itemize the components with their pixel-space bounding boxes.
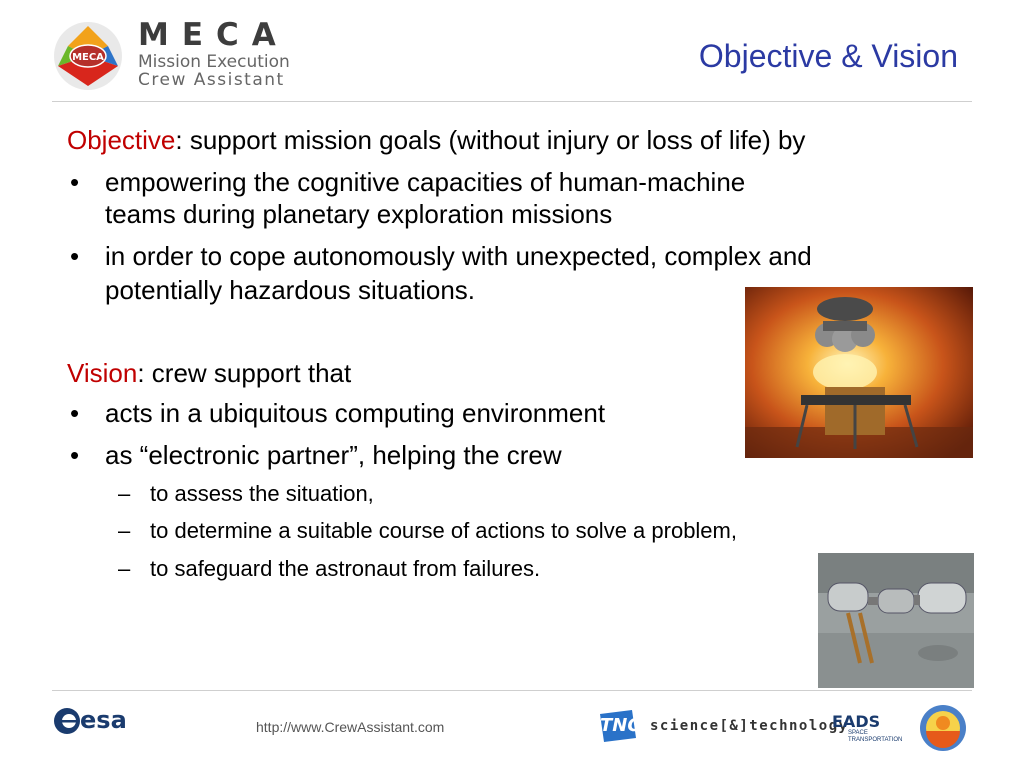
vision-sub-bullet-3: to safeguard the astronaut from failures. bbox=[150, 556, 541, 581]
objective-text: : support mission goals (without injury or loss of life) by bbox=[175, 125, 806, 155]
eads-sub-line-2: TRANSPORTATION bbox=[848, 737, 903, 743]
logo-title: MECA bbox=[138, 17, 289, 53]
objective-bullet-1-line-2: teams during planetary exploration missions bbox=[105, 199, 613, 229]
vision-heading bbox=[67, 357, 351, 389]
logo-badge-text: MECA bbox=[72, 52, 104, 63]
eads-sub-line-1: SPACE bbox=[848, 730, 868, 736]
vision-sub-bullet-1: to assess the situation, bbox=[150, 481, 374, 506]
objective-heading bbox=[67, 124, 805, 156]
bullet-marker: • bbox=[70, 440, 80, 470]
logo-wordmark bbox=[138, 17, 290, 90]
tno-logo-text: TNO bbox=[600, 715, 643, 736]
objective-bullet-2-line-2: potentially hazardous situations. bbox=[105, 275, 476, 305]
dash-marker: – bbox=[118, 556, 131, 581]
header-divider bbox=[52, 101, 972, 102]
dash-marker: – bbox=[118, 518, 131, 543]
slide-title: Objective & Vision bbox=[698, 38, 958, 74]
eads-logo-subtitle bbox=[848, 730, 902, 744]
vision-text: : crew support that bbox=[137, 358, 352, 388]
bullet-marker: • bbox=[70, 167, 80, 197]
partner-emblem-icon bbox=[918, 703, 968, 753]
vision-bullet-1: acts in a ubiquitous computing environment bbox=[105, 398, 606, 428]
logo-subtitle-1: Mission Execution bbox=[138, 52, 290, 72]
dash-marker: – bbox=[118, 481, 131, 506]
lander-photo bbox=[745, 287, 973, 458]
vision-sub-bullet-2: to determine a suitable course of actions to solve a problem, bbox=[150, 518, 737, 543]
bullet-marker: • bbox=[70, 398, 80, 428]
footer-url[interactable]: http://www.CrewAssistant.com bbox=[256, 719, 445, 735]
bullet-marker: • bbox=[70, 241, 80, 271]
footer-divider bbox=[52, 690, 972, 691]
objective-bullet-1-line-1: empowering the cognitive capacities of human-machine bbox=[105, 167, 746, 197]
objective-label: Objective bbox=[67, 125, 176, 155]
esa-logo-text: esa bbox=[80, 706, 127, 734]
vision-label: Vision bbox=[67, 358, 138, 388]
eads-logo-text: EADS bbox=[832, 712, 881, 731]
objective-bullet-2-line-1: in order to cope autonomously with unexpected, complex and bbox=[105, 241, 812, 271]
science-technology-logo: science[&]technology bbox=[650, 718, 849, 734]
vision-bullet-2: as “electronic partner”, helping the crew bbox=[105, 440, 562, 470]
surface-base-photo bbox=[818, 553, 974, 688]
logo-subtitle-2: Crew Assistant bbox=[138, 70, 285, 90]
